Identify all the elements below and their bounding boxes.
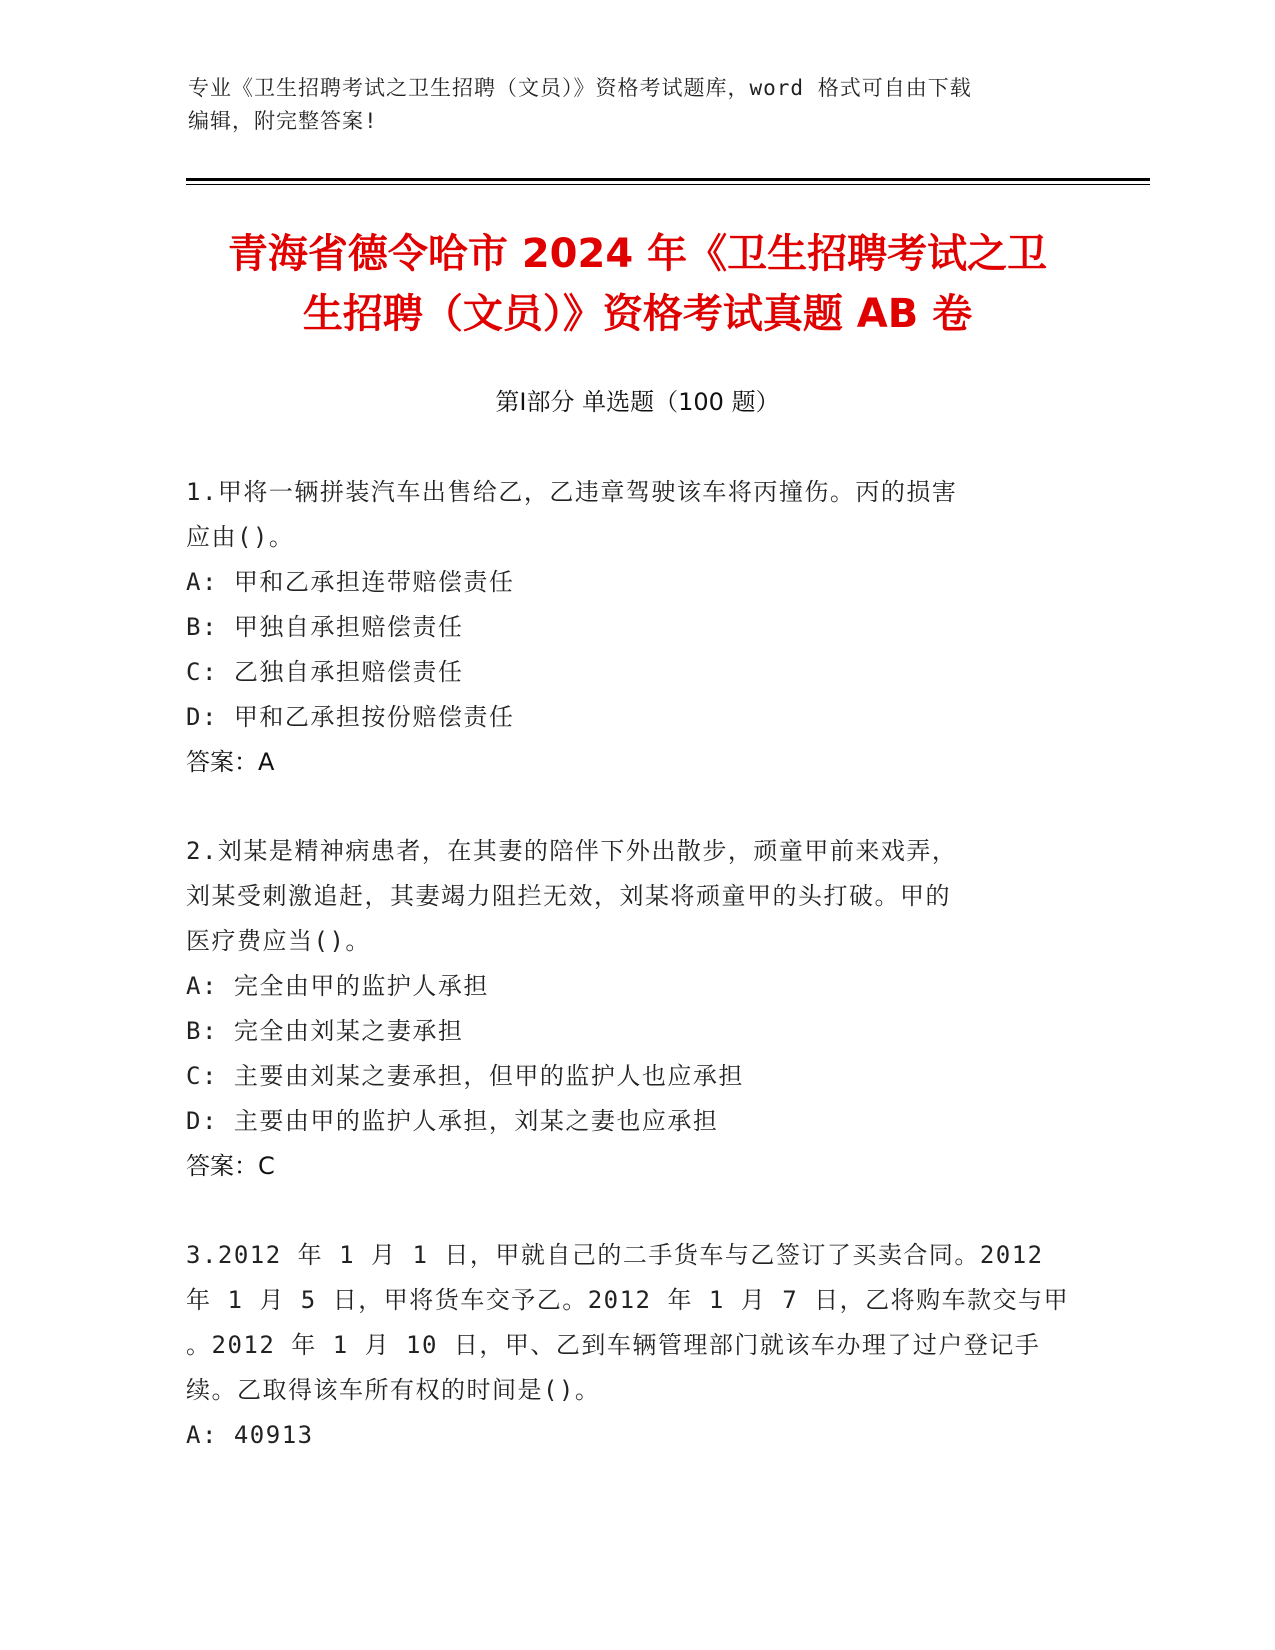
question-2 [186, 829, 1086, 1189]
document-title [150, 224, 1125, 344]
option-a: A: 40913 [186, 1421, 314, 1449]
option-b: B: 完全由刘某之妻承担 [186, 1017, 464, 1045]
option-a: A: 甲和乙承担连带赔偿责任 [186, 568, 515, 596]
header-note [188, 72, 1088, 138]
section-title: 第Ⅰ部分 单选题（100 题） [495, 388, 780, 416]
document-title-line-2: 生招聘（文员）》资格考试真题 AB 卷 [302, 291, 973, 337]
question-stem-line: 应由()。 [186, 523, 295, 551]
question-stem-line: 2.刘某是精神病患者，在其妻的陪伴下外出散步，顽童甲前来戏弄， [186, 837, 958, 865]
document-title-line-1: 青海省德令哈市 2024 年《卫生招聘考试之卫 [227, 231, 1048, 277]
question-3 [186, 1233, 1086, 1458]
option-d: D: 甲和乙承担按份赔偿责任 [186, 703, 515, 731]
header-divider-thick [186, 178, 1150, 181]
question-stem-line: 刘某受刺激追赶，其妻竭力阻拦无效，刘某将顽童甲的头打破。甲的 [186, 882, 951, 910]
question-stem-line: 1.甲将一辆拼装汽车出售给乙，乙违章驾驶该车将丙撞伤。丙的损害 [186, 478, 958, 506]
option-a: A: 完全由甲的监护人承担 [186, 972, 489, 1000]
answer: 答案：A [186, 748, 275, 776]
question-stem-line: 医疗费应当()。 [186, 927, 371, 955]
option-c: C: 乙独自承担赔偿责任 [186, 658, 464, 686]
question-stem-line: 3.2012 年 1 月 1 日，甲就自己的二手货车与乙签订了买卖合同。2012 [186, 1241, 1044, 1269]
answer: 答案：C [186, 1152, 275, 1180]
question-stem-line: 续。乙取得该车所有权的时间是()。 [186, 1376, 601, 1404]
header-note-line-2: 编辑，附完整答案! [188, 109, 378, 133]
option-b: B: 甲独自承担赔偿责任 [186, 613, 464, 641]
question-stem-line: 。2012 年 1 月 10 日，甲、乙到车辆管理部门就该车办理了过户登记手 [186, 1331, 1041, 1359]
option-c: C: 主要由刘某之妻承担，但甲的监护人也应承担 [186, 1062, 744, 1090]
question-stem-line: 年 1 月 5 日，甲将货车交予乙。2012 年 1 月 7 日，乙将购车款交与甲 [186, 1286, 1070, 1314]
question-1 [186, 470, 1086, 785]
header-divider-thin [186, 184, 1150, 185]
question-list [186, 470, 1086, 1502]
header-note-line-1: 专业《卫生招聘考试之卫生招聘（文员）》资格考试题库，word 格式可自由下载 [188, 76, 972, 100]
option-d: D: 主要由甲的监护人承担，刘某之妻也应承担 [186, 1107, 719, 1135]
